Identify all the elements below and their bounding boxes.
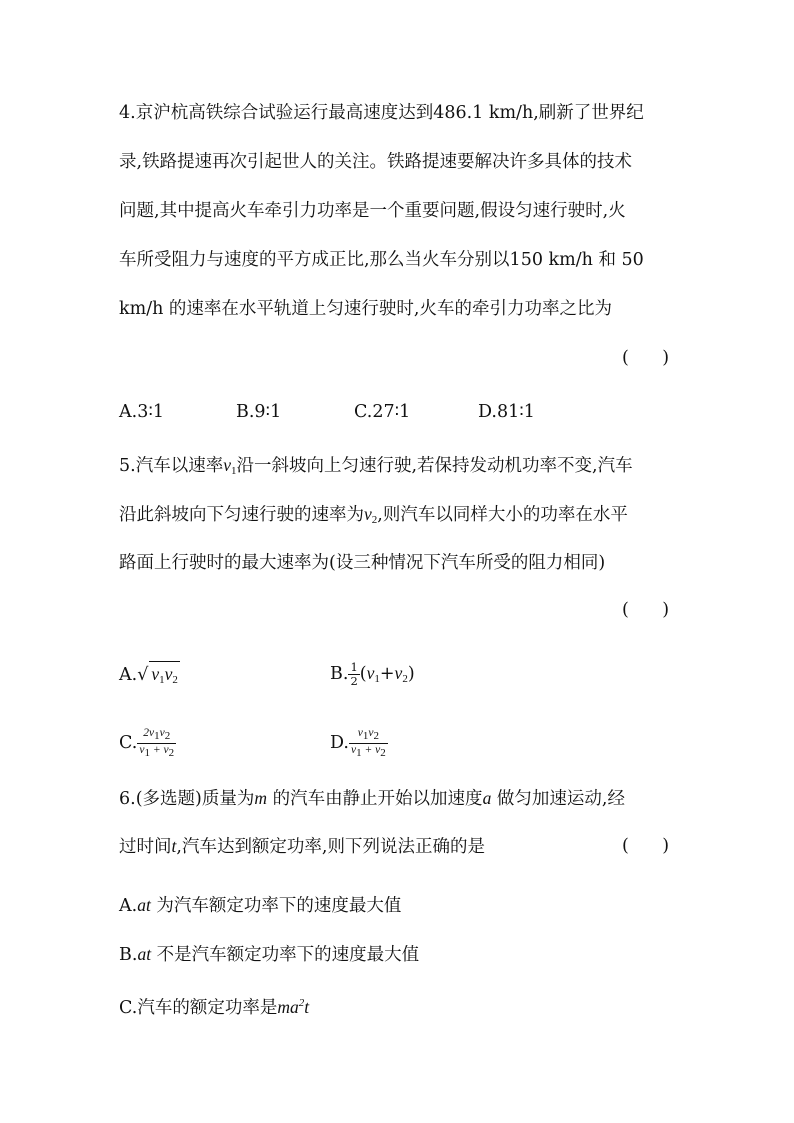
q5-answer-paren: ( ) — [622, 600, 670, 620]
q6-option-a: A.at 为汽车额定功率下的速度最大值 — [119, 895, 402, 916]
q4-option-b: B.9∶1 — [236, 402, 282, 422]
q6-answer-paren: ( ) — [622, 836, 670, 856]
q5-line-2-text-a: 沿此斜坡向下匀速行驶的速率为 — [119, 505, 364, 525]
q5-line-1-text-a: 5.汽车以速率 — [119, 456, 224, 476]
fraction-2v1v2-over-sum: $\frac{2v1v2}{v1 + v2}$ — [139, 727, 175, 759]
q6-line-1: 6.(多选题)质量为m 的汽车由静止开始以加速度a 做匀加速运动,经 — [119, 788, 625, 809]
sqrt-symbol: √ — [137, 665, 149, 685]
q5-option-a: A.√ $v_1v_2$ — [119, 661, 180, 692]
q6-option-c: C.汽车的额定功率是$ma^2t$ — [119, 996, 310, 1018]
time-symbol: t — [171, 836, 177, 856]
q6-line-2: 过时间t,汽车达到额定功率,则下列说法正确的是 — [119, 836, 485, 857]
acceleration-symbol: a — [482, 788, 492, 808]
q5-option-c: C. $\frac{2v1v2}{v1 + v2}$ — [119, 727, 175, 759]
q5-line-3: 路面上行驶时的最大速率为(设三种情况下汽车所受的阻力相同) — [119, 553, 606, 573]
q5-line-1-text-b: 沿一斜坡向上匀速行驶,若保持发动机功率不变,汽车 — [236, 456, 633, 476]
q6-option-b: B.at 不是汽车额定功率下的速度最大值 — [119, 944, 420, 965]
q5-line-2-text-b: ,则汽车以同样大小的功率在水平 — [377, 505, 628, 525]
q4-option-a: A.3∶1 — [119, 402, 165, 422]
q4-line-3: 问题,其中提高火车牵引力功率是一个重要问题,假设匀速行驶时,火 — [119, 201, 626, 221]
q4-option-d: D.81∶1 — [478, 402, 535, 422]
fraction-half: $\frac{1}{2}$ — [350, 660, 358, 688]
q5-line-1 — [119, 453, 684, 483]
fraction-v1v2-over-sum: $\frac{v1v2}{v1 + v2}$ — [350, 727, 386, 759]
v2-symbol: $v_2$ — [364, 504, 378, 526]
q4-line-1: 4.京沪杭高铁综合试验运行最高速度达到486.1 km/h,刷新了世界纪 — [119, 103, 644, 123]
q4-line-5: km/h 的速率在水平轨道上匀速行驶时,火车的牵引力功率之比为 — [119, 299, 612, 319]
q4-answer-paren: ( ) — [622, 348, 670, 368]
q5-option-b: B. $\frac{1}{2}$ $(v_1+v_2)$ — [330, 660, 415, 688]
sqrt-v1v2: $v_1v_2$ — [149, 661, 180, 692]
q4-line-4: 车所受阻力与速度的平方成正比,那么当火车分别以150 km/h 和 50 — [119, 250, 644, 270]
q5-option-d: D. $\frac{v1v2}{v1 + v2}$ — [330, 727, 386, 759]
q5-line-2 — [119, 502, 684, 532]
q4-line-2: 录,铁路提速再次引起世人的关注。铁路提速要解决许多具体的技术 — [119, 152, 633, 172]
v1-symbol: $v_1$ — [223, 455, 237, 477]
q4-option-c: C.27∶1 — [354, 402, 411, 422]
mass-symbol: m — [254, 788, 267, 808]
